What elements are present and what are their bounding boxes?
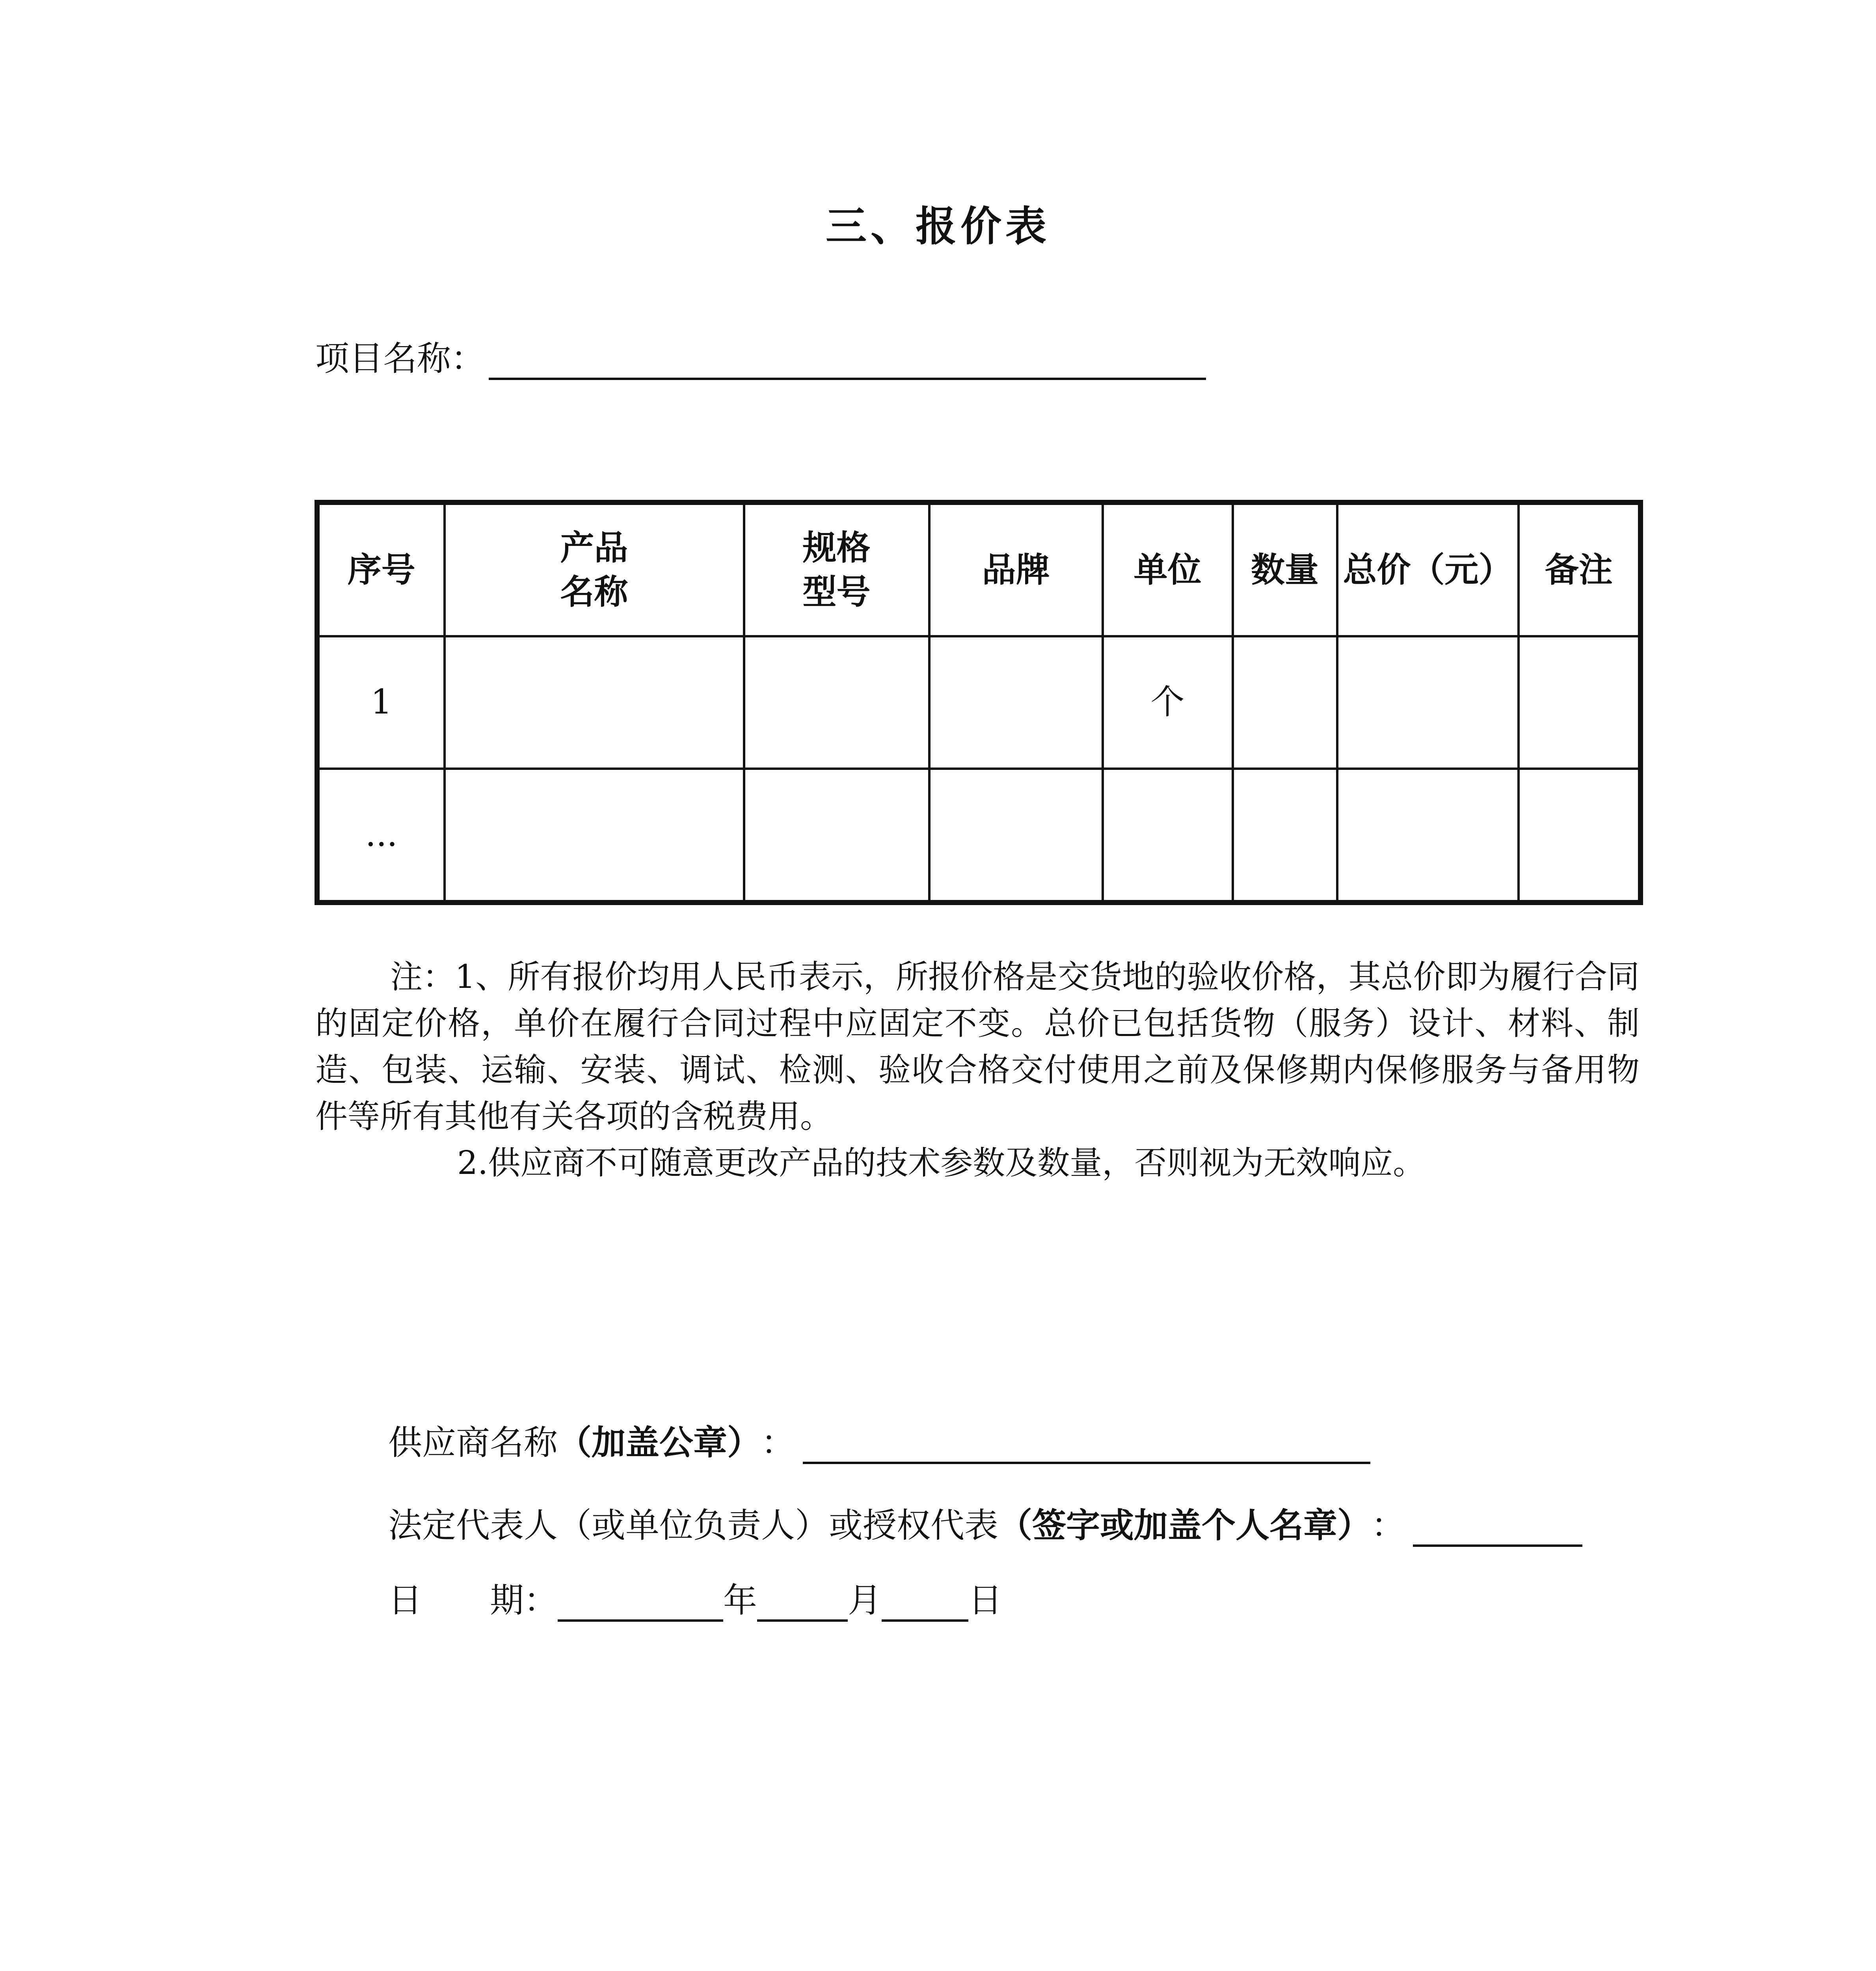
cell-index: 1: [317, 636, 445, 769]
cell-total-price: [1337, 636, 1519, 769]
representative-blank: [1413, 1513, 1582, 1547]
representative-sign-note: （签字或加盖个人名章）: [998, 1505, 1371, 1545]
cell-quantity: [1233, 636, 1337, 769]
month-blank: [757, 1588, 848, 1622]
cell-brand: [929, 636, 1103, 769]
project-name-line: [315, 331, 1206, 380]
table-row: [317, 636, 1641, 769]
cell-index: ...: [317, 769, 445, 903]
day-blank: [882, 1588, 968, 1622]
header-product-name: 产品 名称: [445, 503, 744, 637]
table-header-row: [317, 503, 1641, 637]
header-unit: 单位: [1103, 503, 1233, 637]
representative-line: [388, 1498, 1582, 1547]
supplier-name-label: 供应商名称: [388, 1423, 558, 1462]
project-name-blank: [489, 346, 1206, 380]
date-line: [388, 1573, 1002, 1622]
year-label: 年: [723, 1581, 757, 1620]
supplier-seal-note: （加盖公章）: [558, 1423, 761, 1462]
cell-remarks: [1519, 636, 1641, 769]
header-spec-model: 规格 型号: [744, 503, 929, 637]
page-title: 三、报价表: [825, 202, 1050, 250]
header-remarks: 备注: [1519, 503, 1641, 637]
quote-table: [315, 500, 1643, 905]
supplier-name-blank: [803, 1430, 1370, 1464]
supplier-name-line: [388, 1415, 1370, 1464]
header-brand: 品牌: [929, 503, 1103, 637]
month-label: 月: [848, 1581, 882, 1620]
table-row: [317, 769, 1641, 903]
year-blank: [558, 1588, 723, 1622]
cell-quantity: [1233, 769, 1337, 903]
header-quantity: 数量: [1233, 503, 1337, 637]
day-label: 日: [968, 1581, 1002, 1620]
cell-unit: 个: [1103, 636, 1233, 769]
cell-brand: [929, 769, 1103, 903]
cell-product-name: [445, 636, 744, 769]
note-1: 注：1、所有报价均用人民币表示，所报价格是交货地的验收价格，其总价即为履行合同的固定价格，单价在履行合同过程中应固定不变。总价已包括货物（服务）设计、材料、制造、包装、运输、安装、调试、检测、验收合格交付使用之前及保修期内保修服务与备用物件等所有其他有关各项的含税费用。: [315, 958, 1640, 1135]
date-label: 日 期：: [388, 1581, 558, 1620]
cell-spec-model: [744, 636, 929, 769]
header-total-price: 总价（元）: [1337, 503, 1519, 637]
cell-remarks: [1519, 769, 1641, 903]
note-2: 2.供应商不可随意更改产品的技术参数及数量，否则视为无效响应。: [457, 1144, 1426, 1182]
cell-total-price: [1337, 769, 1519, 903]
cell-unit: [1103, 769, 1233, 903]
supplier-colon: ：: [761, 1423, 795, 1462]
header-index: 序号: [317, 503, 445, 637]
representative-colon: ：: [1371, 1506, 1405, 1545]
project-name-label: 项目名称：: [315, 339, 485, 378]
cell-spec-model: [744, 769, 929, 903]
cell-product-name: [445, 769, 744, 903]
representative-label: 法定代表人（或单位负责人）或授权代表: [388, 1506, 998, 1545]
notes-section: [315, 954, 1640, 1187]
